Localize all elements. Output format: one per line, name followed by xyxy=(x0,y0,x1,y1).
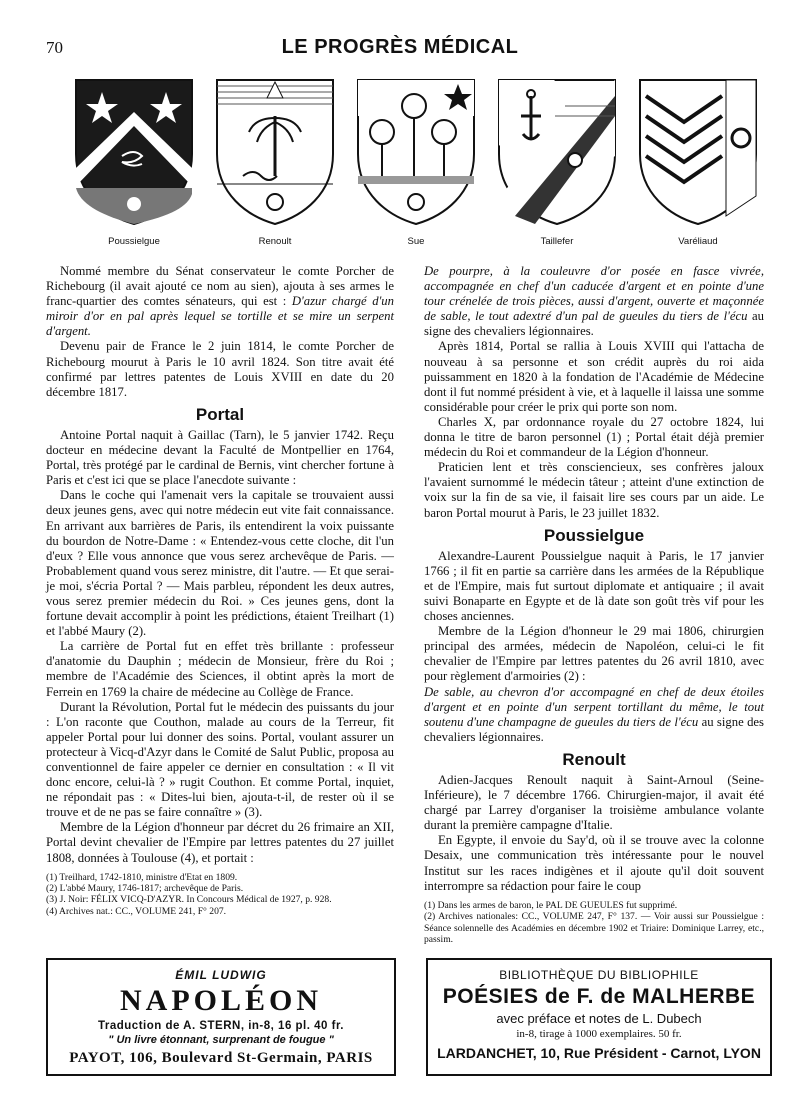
paragraph: En Egypte, il envoie du Say'd, où il se trouve avec la colonne Desaix, une communication très intéressante pour le nouvel Institut sur les races indigènes et il ajoute qu'il doit souvent interrompre sa rédaction pour faire le coup xyxy=(424,833,764,893)
paragraph: La carrière de Portal fut en effet très brillante : professeur d'anatomie du Dauphin ; médecin de Monsieur, frère du Roi ; membre de l'Académie des Sciences, il obtint après la mort de Ferrein en 1769 la chaire de médecine au Collège de France. xyxy=(46,639,394,699)
shield-renoult-icon xyxy=(213,76,337,226)
section-heading-portal: Portal xyxy=(195,404,245,424)
blazon-poussielgue: De sable, au chevron d'or accompagné en chef de deux étoiles d'argent et en pointe d'un serpent tortillant du même, le tout soutenu d'une champagne de gueules du tiers de l'écu au signe des chevaliers légionnaires. xyxy=(424,684,764,744)
shield-poussielgue-icon xyxy=(72,76,196,226)
footnote: (2) Archives nationales: CC., VOLUME 247, F° 137. — Voir aussi sur Poussielgue : Séance solennelle des Académies en décembre 1902 et Triaire: Dominique Larrey, etc., passim. xyxy=(424,911,764,945)
shield-taillefer xyxy=(495,76,619,254)
ad-title: POÉSIES de F. de MALHERBE xyxy=(442,985,756,1008)
paragraph: Antoine Portal naquit à Gaillac (Tarn), le 5 janvier 1742. Reçu docteur en médecine devant la Faculté de Montpellier en 1764, Portal, très protégé par le cardinal de Bernis, vint chercher fortune à Paris et c'est ici que se place l'anecdote suivante : xyxy=(46,427,394,488)
footnote: (1) Treilhard, 1742-1810, ministre d'Etat en 1809. xyxy=(46,871,238,883)
shield-caption: Taillefer xyxy=(540,236,574,247)
right-column xyxy=(424,264,764,945)
shield-poussielgue xyxy=(72,76,196,254)
ad-line: avec préface et notes de L. Dubech xyxy=(496,1011,702,1026)
advertisement-napoleon xyxy=(46,958,396,1076)
ad-publisher: LARDANCHET, 10, Rue Président - Carnot, LYON xyxy=(437,1045,761,1061)
shield-renoult xyxy=(213,76,337,254)
footnote: (2) L'abbé Maury, 1746-1817; archevêque de Paris. xyxy=(46,883,244,895)
footnotes xyxy=(424,900,764,946)
advertisement-malherbe xyxy=(426,958,772,1076)
footnotes xyxy=(46,872,394,918)
shield-sue-icon xyxy=(354,76,478,226)
shield-taillefer-icon xyxy=(495,76,619,226)
paragraph: Après 1814, Portal se rallia à Louis XVIII qui l'attacha de nouveau à sa personne et son crédit auprès du roi aida puissamment en 1820 à la fondation de l'Académie de Médecine dont il fut nommé président à vie, et à laquelle il laissa une somme considérable pour créer le prix qui porte son nom. xyxy=(424,339,764,414)
coats-of-arms-row xyxy=(72,76,772,254)
ad-series: BIBLIOTHÈQUE DU BIBLIOPHILE xyxy=(499,968,699,982)
ad-line: Traduction de A. STERN, in-8, 16 pl. 40 fr. xyxy=(97,1020,344,1032)
ad-line: " Un livre étonnant, surprenant de fougue " xyxy=(108,1034,334,1046)
section-heading-renoult: Renoult xyxy=(562,749,626,769)
shield-sue xyxy=(354,76,478,254)
journal-title: LE PROGRÈS MÉDICAL xyxy=(281,36,519,58)
paragraph: Nommé membre du Sénat conservateur le comte Porcher de Richebourg (il avait ajouté ce nom au sien), ajouta à ses armes le franc-quartier des comtes sénateurs, qui est : D'azur chargé d'un miroir d'or en pal après lequel se tortille et se mire un serpent d'argent. xyxy=(46,264,394,339)
paragraph: Membre de la Légion d'honneur par décret du 26 frimaire an XII, Portal devint chevalier de l'Empire par lettres patentes du 27 juillet 1808, données à Toulouse (4), et portait : xyxy=(46,820,394,865)
shield-vareliaud xyxy=(636,76,760,254)
page-number: 70 xyxy=(46,38,63,57)
paragraph: Praticien lent et très consciencieux, ses confrères jaloux l'avaient surnommé le médecin tâteur ; atteint d'une extinction de voix sur la fin de sa vie, il faisait lire ses cours par un aide. Le baron Portal mourut à Paris, le 23 juillet 1832. xyxy=(424,460,764,520)
section-heading-poussielgue: Poussielgue xyxy=(543,525,645,545)
ad-title: NAPOLÉON xyxy=(119,984,322,1017)
paragraph: Durant la Révolution, Portal fut le médecin des puissants du jour : L'on raconte que Couthon, malade au cours de la Terreur, fit appeler Portal pour lui donner des soins. Portal, voulant assurer un protecteur à Vicq-d'Azyr dans le Comité de Salut Public, proposa au conventionnel de faire appeler ce dernier en consultation : « Il vit donc encore, celui-là ? » rugit Couthon. Et comme Portal, inquiet, ne répondait pas : « Dites-lui bien, ajouta-t-il, de rester où il se trouve et de ne pas se faire connaître » (3). xyxy=(46,699,394,820)
shield-caption: Poussielgue xyxy=(108,236,160,247)
paragraph: Dans le coche qui l'amenait vers la capitale se trouvaient aussi deux jeunes gens, avec qui notre médecin eut vite fait connaissance. En arrivant aux barrières de Paris, ils entendirent la voix puissante du bourdon de Notre-Dame : « Entendez-vous cette cloche, dit l'un d'eux ? Elle vous annonce que vous serez archevêque de Paris. — Probablement quand vous serez ministre, dit l'autre. — Et que serai-je moi, s'écria Portal ? — Mais parbleu, répondent les deux autres, vous serez premier médecin du Roi. » Ces jeunes gens, dont la fortune devait accomplir à point les prédictions, étaient Treilhart (1) et l'abbé Maury (2). xyxy=(46,488,394,639)
paragraph: Devenu pair de France le 2 juin 1814, le comte Porcher de Richebourg mourut à Paris le 10 avril 1824. Son titre avait été confirmé par lettres patentes de Louis XVIII en date du 20 décembre 1817. xyxy=(46,339,394,399)
shield-caption: Sue xyxy=(407,236,425,247)
left-column xyxy=(46,264,394,917)
footnote: (4) Archives nat.: CC., VOLUME 241, F° 207. xyxy=(46,905,227,917)
ad-line: in-8, tirage à 1000 exemplaires. 50 fr. xyxy=(516,1028,682,1040)
blazon-portal: De pourpre, à la couleuvre d'or posée en fasce vivrée, accompagnée en chef d'un caducée d'argent et en pointe d'une tour crénelée de trois pièces, aussi d'argent, ouverte et maçonnée de sable, le tout adextré d'un pal de gueules du tiers de l'écu au signe des chevaliers légionnaires. xyxy=(424,264,764,339)
shield-caption: Varéliaud xyxy=(678,236,718,247)
shield-vareliaud-icon xyxy=(636,76,760,226)
paragraph: Alexandre-Laurent Poussielgue naquit à Paris, le 17 janvier 1766 ; il fit en partie sa carrière dans les armées de la République et de l'Empire, mais fut surtout diplomate et antiquaire ; il avait suivi Bonaparte en Egypte et de là date son goût très vif pour les choses anciennes. xyxy=(424,548,764,624)
paragraph: Charles X, par ordonnance royale du 27 octobre 1824, lui donna le titre de baron personnel (1) ; Portal était déjà premier médecin du Roi et commandeur de la Légion d'honneur. xyxy=(424,414,764,460)
paragraph: Membre de la Légion d'honneur le 29 mai 1806, chirurgien principal des armées, médecin de Napoléon, celui-ci le fit chevalier de l'Empire par lettres patentes du 26 avril 1810, avec pour règlement d'armoiries (2) : xyxy=(424,624,764,684)
ad-author: ÉMIL LUDWIG xyxy=(175,968,267,982)
paragraph: Adien-Jacques Renoult naquit à Saint-Arnoul (Seine-Inférieure), le 7 décembre 1766. Chirurgien-major, il avait été chargé par Larrey d'organiser la troisième ambulance volante durant la première campagne d'Italie. xyxy=(424,773,764,833)
shield-caption: Renoult xyxy=(258,236,292,247)
ad-publisher: PAYOT, 106, Boulevard St-Germain, PARIS xyxy=(69,1050,373,1066)
footnote: (1) Dans les armes de baron, le PAL DE GUEULES fut supprimé. xyxy=(424,899,678,911)
footnote: (3) J. Noir: FÉLIX VICQ-D'AZYR. In Concours Médical de 1927, p. 928. xyxy=(46,894,332,906)
